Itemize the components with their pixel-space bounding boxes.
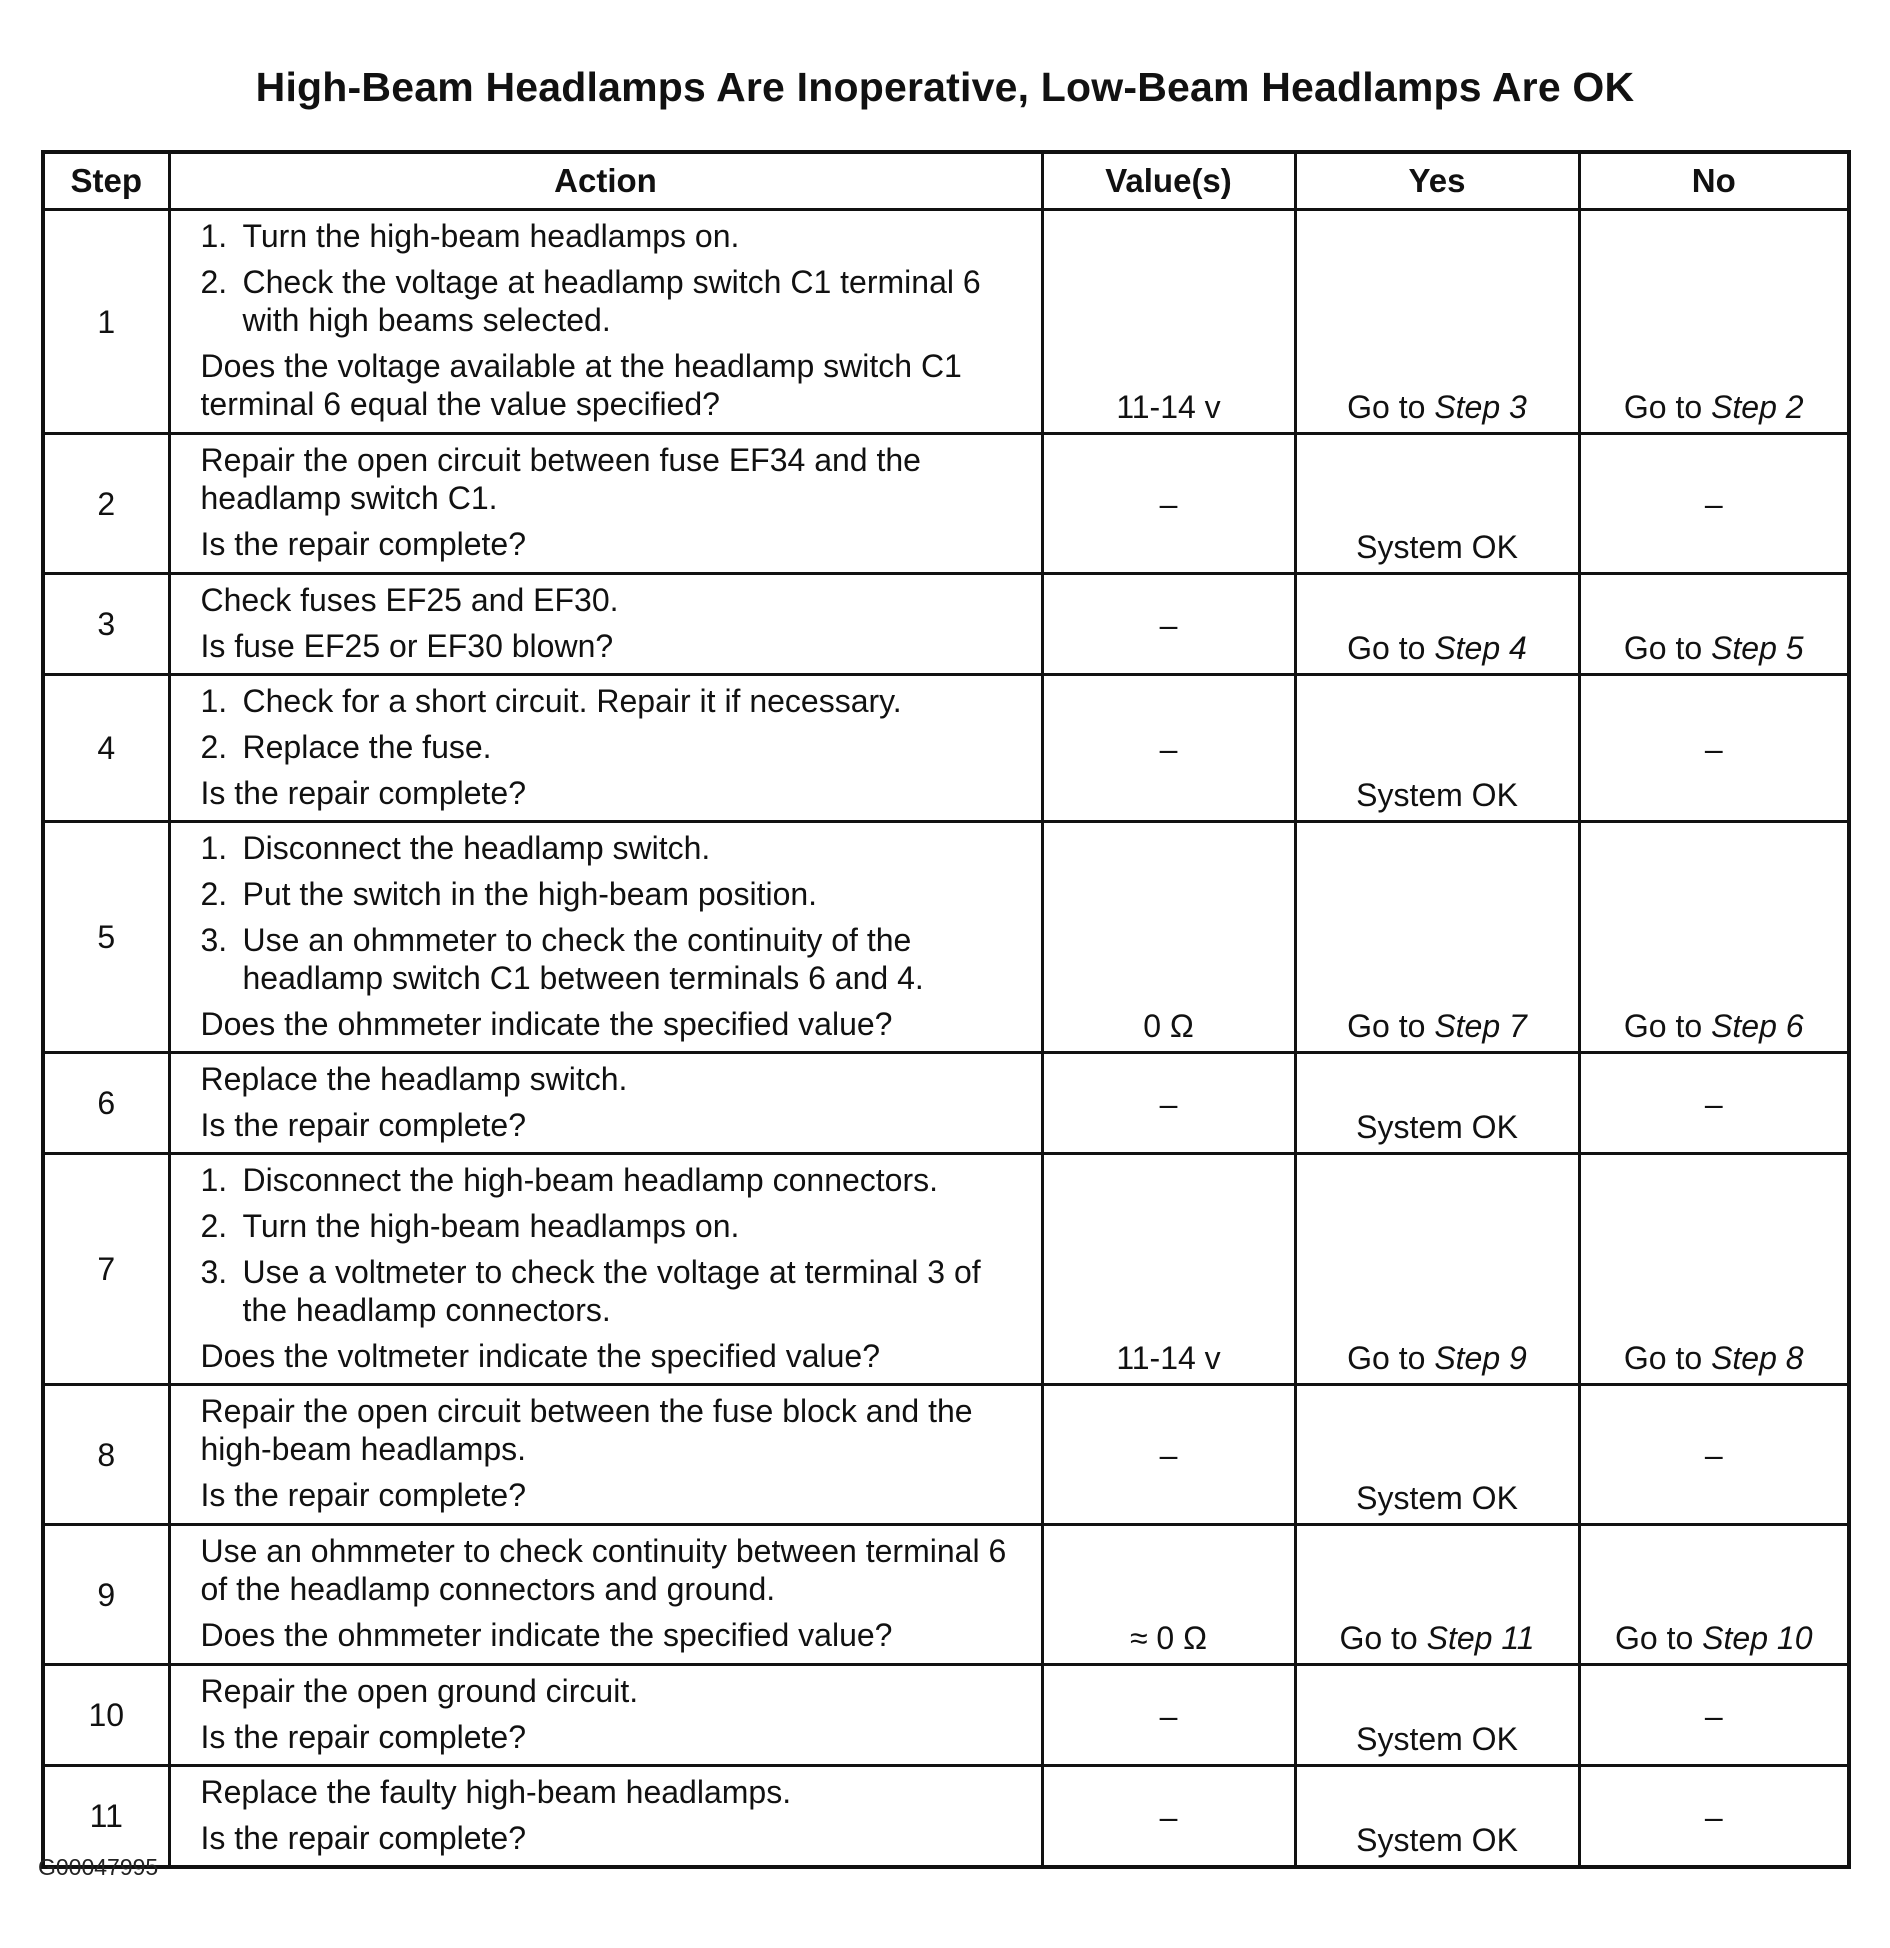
action-question: Is the repair complete? [200,1719,526,1755]
action-list-item [201,263,1027,339]
figure-id: G00047995 [38,1854,159,1880]
step-number: 10 [43,1665,169,1766]
value-cell: – [1042,1665,1295,1766]
yes-cell [1295,1665,1579,1766]
step-number: 9 [43,1525,169,1665]
action-question: Is the repair complete? [200,1477,526,1513]
no-cell [1579,574,1849,675]
action-list-item [201,829,1027,867]
yes-cell [1295,1525,1579,1665]
action-cell [169,675,1042,822]
yes-cell [1295,675,1579,822]
step-number: 8 [43,1385,169,1525]
yes-cell [1295,1053,1579,1154]
action-text: Repair the open circuit between the fuse block and the high-beam headlamps. [200,1393,973,1467]
no-text: Go to [1623,1008,1712,1044]
no-text: – [1704,730,1723,767]
action-list-item [201,921,1027,997]
value-cell: – [1042,574,1295,675]
no-cell [1579,1053,1849,1154]
action-cell [169,210,1042,434]
action-cell [169,1766,1042,1868]
action-cell [169,574,1042,675]
yes-text: System OK [1356,1822,1518,1858]
item-text: Disconnect the high-beam headlamp connectors. [242,1162,939,1198]
table-row [43,1053,1849,1154]
action-text: Replace the faulty high-beam headlamps. [200,1774,792,1810]
yes-text: System OK [1356,1721,1518,1757]
yes-text: Go to [1347,389,1435,425]
yes-step-ref: Step 11 [1426,1620,1535,1656]
action-cell [169,1053,1042,1154]
no-step-ref: Step 8 [1711,1340,1804,1376]
yes-cell [1295,1766,1579,1868]
no-cell [1579,1154,1849,1385]
no-cell [1579,210,1849,434]
header-yes: Yes [1295,152,1579,210]
header-action: Action [169,152,1042,210]
no-text: Go to [1623,630,1712,666]
yes-text: System OK [1356,1480,1518,1516]
yes-cell [1295,1154,1579,1385]
action-list-item [201,1207,1027,1245]
action-question: Is fuse EF25 or EF30 blown? [200,628,614,664]
header-no: No [1579,152,1849,210]
table-row [43,1154,1849,1385]
step-number: 2 [43,434,169,574]
yes-text: System OK [1356,529,1518,565]
action-question: Is the repair complete? [200,1107,526,1143]
no-text: – [1704,1437,1723,1473]
action-text: Repair the open circuit between fuse EF34 and the headlamp switch C1. [200,442,921,516]
step-number: 5 [43,822,169,1053]
action-cell [169,1385,1042,1525]
yes-text: System OK [1356,777,1518,813]
item-number: 2. [200,264,228,300]
header-row [43,152,1849,210]
no-cell [1579,434,1849,574]
step-number: 6 [43,1053,169,1154]
table-row [43,822,1849,1053]
yes-cell [1295,434,1579,574]
no-text: – [1704,1798,1723,1835]
action-cell [169,1154,1042,1385]
yes-step-ref: Step 7 [1434,1008,1527,1044]
item-number: 2. [200,1208,228,1244]
step-number: 7 [43,1154,169,1385]
table-row [43,1766,1849,1868]
table-body [43,210,1849,1868]
action-question: Does the ohmmeter indicate the specified value? [200,1617,893,1653]
action-list-item [201,682,1027,720]
yes-step-ref: Step 3 [1434,389,1527,425]
item-text: Use an ohmmeter to check the continuity of the headlamp switch C1 between terminals 6 and 4. [242,922,924,996]
no-text: – [1704,1697,1723,1734]
table-row [43,210,1849,434]
value-cell: – [1042,675,1295,822]
table-row [43,1385,1849,1525]
step-number: 4 [43,675,169,822]
action-list-item [201,217,1027,255]
table-header [43,152,1849,210]
action-question: Does the ohmmeter indicate the specified value? [200,1006,893,1042]
action-text: Repair the open ground circuit. [200,1673,639,1709]
value-cell: 11-14 v [1042,1154,1295,1385]
item-number: 3. [200,922,228,958]
step-number: 11 [43,1766,169,1868]
no-cell [1579,1385,1849,1525]
no-cell [1579,675,1849,822]
step-number: 3 [43,574,169,675]
action-cell [169,1665,1042,1766]
action-question: Is the repair complete? [200,775,526,811]
no-text: – [1704,1085,1723,1122]
header-step: Step [43,152,169,210]
action-cell [169,434,1042,574]
no-text: Go to [1623,1340,1712,1376]
no-step-ref: Step 5 [1711,630,1804,666]
value-cell: – [1042,1766,1295,1868]
action-cell [169,1525,1042,1665]
value-cell: – [1042,1053,1295,1154]
action-list-item [201,1253,1027,1329]
table-row [43,675,1849,822]
header-value: Value(s) [1042,152,1295,210]
item-text: Put the switch in the high-beam position. [242,876,818,912]
item-number: 3. [200,1254,228,1290]
item-text: Check for a short circuit. Repair it if necessary. [242,683,902,719]
item-text: Turn the high-beam headlamps on. [242,1208,740,1244]
yes-text: Go to [1339,1620,1427,1656]
table-row [43,574,1849,675]
yes-cell [1295,1385,1579,1525]
value-cell: 0 Ω [1042,822,1295,1053]
action-text: Check fuses EF25 and EF30. [200,582,619,618]
item-text: Turn the high-beam headlamps on. [242,218,740,254]
value-cell: ≈ 0 Ω [1042,1525,1295,1665]
no-cell [1579,1766,1849,1868]
value-cell: – [1042,434,1295,574]
item-number: 1. [200,683,228,719]
no-cell [1579,822,1849,1053]
action-list-item [201,728,1027,766]
item-number: 1. [200,1162,228,1198]
item-text: Replace the fuse. [242,729,492,765]
diagnostic-table [41,150,1851,1869]
yes-text: System OK [1356,1109,1518,1145]
yes-cell [1295,574,1579,675]
no-text: Go to [1623,389,1712,425]
action-question: Is the repair complete? [200,1820,526,1856]
step-number: 1 [43,210,169,434]
table-row [43,1525,1849,1665]
no-step-ref: Step 2 [1711,389,1804,425]
yes-text: Go to [1347,1008,1435,1044]
no-step-ref: Step 6 [1711,1008,1804,1044]
no-cell [1579,1665,1849,1766]
yes-cell [1295,210,1579,434]
item-number: 2. [200,729,228,765]
item-text: Disconnect the headlamp switch. [242,830,711,866]
yes-step-ref: Step 9 [1434,1340,1527,1376]
yes-text: Go to [1347,1340,1435,1376]
no-text: Go to [1615,1620,1703,1656]
action-text: Replace the headlamp switch. [200,1061,628,1097]
table-row [43,434,1849,574]
action-list-item [201,1161,1027,1199]
action-cell [169,822,1042,1053]
table-row [43,1665,1849,1766]
yes-step-ref: Step 4 [1434,630,1527,666]
action-question: Does the voltmeter indicate the specified value? [200,1338,880,1374]
item-text: Check the voltage at headlamp switch C1 terminal 6 with high beams selected. [242,264,981,338]
action-text: Use an ohmmeter to check continuity between terminal 6 of the headlamp connectors and ground. [200,1533,1007,1607]
item-number: 2. [200,876,228,912]
page-title: High-Beam Headlamps Are Inoperative, Low-Beam Headlamps Are OK [255,64,1635,110]
action-question: Does the voltage available at the headlamp switch C1 terminal 6 equal the value specified? [200,348,962,422]
yes-text: Go to [1347,630,1435,666]
no-cell [1579,1525,1849,1665]
yes-cell [1295,822,1579,1053]
action-question: Is the repair complete? [200,526,526,562]
item-number: 1. [200,218,228,254]
no-step-ref: Step 10 [1702,1620,1813,1656]
item-text: Use a voltmeter to check the voltage at terminal 3 of the headlamp connectors. [242,1254,981,1328]
value-cell: – [1042,1385,1295,1525]
item-number: 1. [200,830,228,866]
action-list-item [201,875,1027,913]
no-text: – [1704,486,1723,522]
value-cell: 11-14 v [1042,210,1295,434]
